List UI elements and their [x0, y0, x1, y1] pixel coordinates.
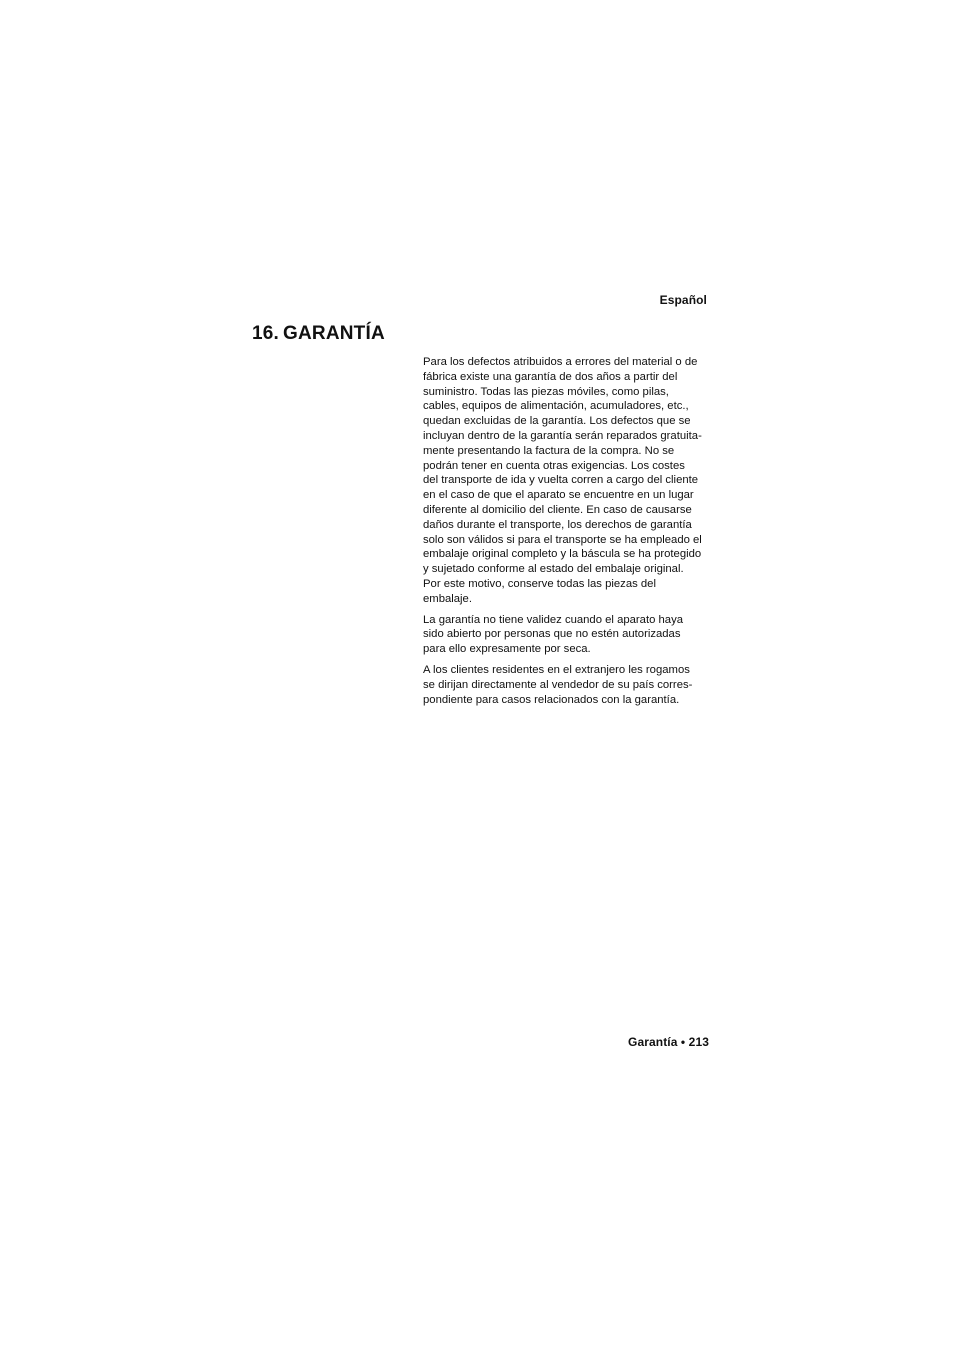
paragraph-foreign-customers: A los clientes residentes en el extranjero les rogamos se dirijan directamente al vendedor de su país corres- pondiente para casos relacionados con la garantía.: [423, 663, 693, 706]
section-title: GARANTÍA: [283, 323, 385, 344]
section-heading: [252, 323, 385, 345]
paragraph-warranty-terms: Para los defectos atribuidos a errores del material o de fábrica existe una garantía de dos años a partir del suministro. Todas las piezas móviles, como pilas, cables, equipos de alimentación, acumuladores, etc., quedan excluidas de la garantía. Los defectos que se incluyan dentro de la garantía serán reparados gratuita- mente presentando la factura de la compra. No se podrán tener en cuenta otras exigencias. Los costes del transporte de ida y vuelta corren a cargo del cliente en el caso de que el aparato se encuentre en un lugar diferente al domicilio del cliente. En caso de causarse daños durante el transporte, los derechos de garantía solo son válidos si para el transporte se ha empleado el embalaje original completo y la báscula se ha protegido y sujetado conforme al estado del embalaje original. Por este motivo, conserve todas las piezas del embalaje.: [423, 356, 702, 605]
paragraph-warranty-void: La garantía no tiene validez cuando el aparato haya sido abierto por personas que no estén autorizadas para ello expresamente por seca.: [423, 613, 684, 656]
body-text: [423, 355, 715, 713]
section-number: 16.: [252, 323, 280, 344]
page-footer: Garantía • 213: [628, 1035, 709, 1049]
language-label: Español: [659, 293, 707, 307]
